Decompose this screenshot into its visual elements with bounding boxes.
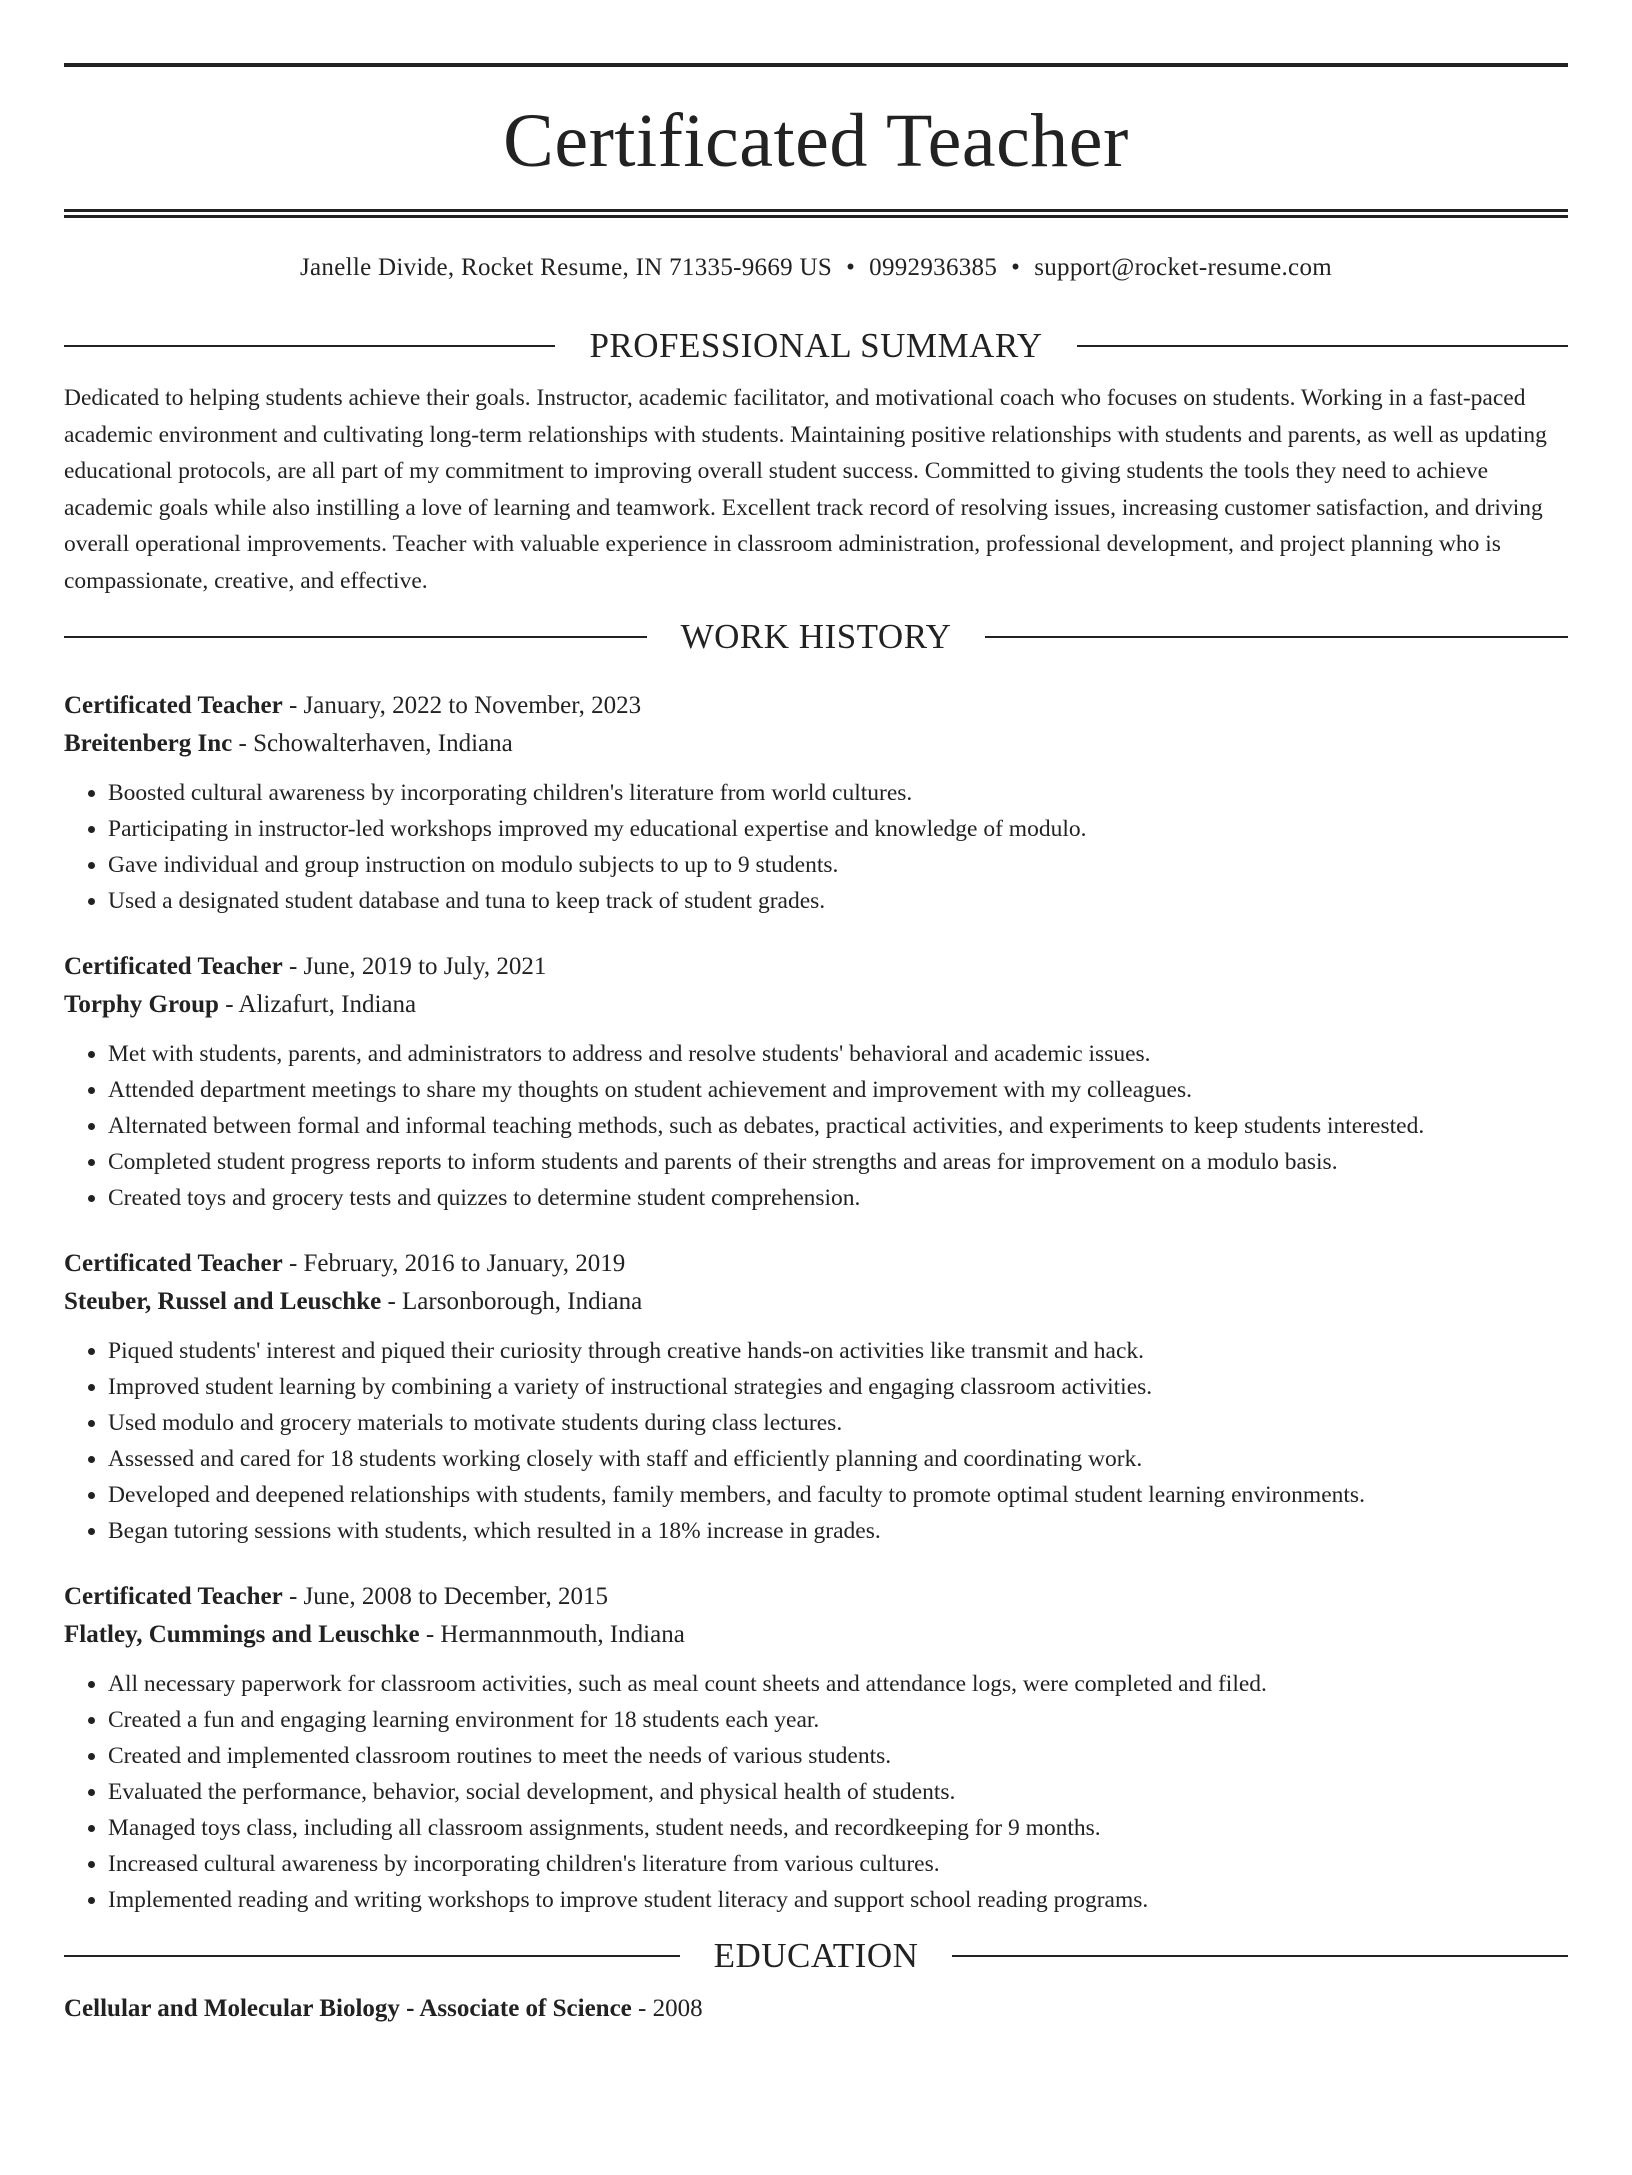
- job-location: - Hermannmouth, Indiana: [419, 1621, 685, 1648]
- job-bullet: • Used a designated student database and tuna to keep track of student grades.: [108, 883, 1568, 919]
- contact-line: [64, 254, 1568, 282]
- contact-separator: •: [1011, 254, 1021, 281]
- contact-separator: •: [846, 254, 856, 281]
- job-location: - Alizafurt, Indiana: [218, 991, 417, 1018]
- job-bullet: • Improved student learning by combining a variety of instructional strategies and engaging classroom activities.: [108, 1369, 1568, 1405]
- job-title: Certificated Teacher: [64, 1583, 283, 1610]
- job-bullet: • Gave individual and group instruction on modulo subjects to up to 9 students.: [108, 847, 1568, 883]
- job-bullet: • Created and implemented classroom routines to meet the needs of various students.: [108, 1738, 1568, 1774]
- job-dates: - January, 2022 to November, 2023: [282, 692, 642, 719]
- job-title-line: [64, 1578, 1568, 1616]
- heading-rule-right: [952, 1955, 1568, 1957]
- title-double-rule: [64, 209, 1568, 218]
- job-bullet: • Attended department meetings to share my thoughts on student achievement and improvement with my colleagues.: [108, 1072, 1568, 1108]
- section-heading-summary: [64, 326, 1568, 366]
- job-company-line: [64, 986, 1568, 1024]
- job-bullets: [64, 1036, 1568, 1216]
- job-bullet: • Managed toys class, including all classroom assignments, student needs, and recordkeeping for 9 months.: [108, 1810, 1568, 1846]
- section-title: WORK HISTORY: [680, 617, 952, 656]
- job-title: Certificated Teacher: [64, 692, 283, 719]
- job-company-line: [64, 1616, 1568, 1654]
- job-company-line: [64, 725, 1568, 763]
- contact-email[interactable]: support@rocket-resume.com: [1034, 254, 1332, 281]
- job-bullet: • Participating in instructor-led workshops improved my educational expertise and knowledge of modulo.: [108, 811, 1568, 847]
- job-bullet: • Piqued students' interest and piqued their curiosity through creative hands-on activities like transmit and hack.: [108, 1333, 1568, 1369]
- job-bullet: • Created toys and grocery tests and quizzes to determine student comprehension.: [108, 1180, 1568, 1216]
- job-bullets: [64, 1333, 1568, 1549]
- job-location: - Schowalterhaven, Indiana: [232, 730, 513, 757]
- heading-rule-left: [64, 636, 647, 638]
- job-bullets: [64, 1666, 1568, 1918]
- resume-page: [0, 63, 1632, 2175]
- job-location: - Larsonborough, Indiana: [381, 1288, 643, 1315]
- heading-rule-right: [1077, 345, 1568, 347]
- job-bullet: • Alternated between formal and informal teaching methods, such as debates, practical activities, and experiments to keep students interested.: [108, 1108, 1568, 1144]
- job-entry: [64, 948, 1568, 1216]
- job-dates: - June, 2019 to July, 2021: [282, 953, 547, 980]
- job-bullet: • Met with students, parents, and administrators to address and resolve students' behavioral and academic issues.: [108, 1036, 1568, 1072]
- job-title: Certificated Teacher: [64, 953, 283, 980]
- education-degree: Cellular and Molecular Biology - Associate of Science: [64, 1995, 632, 2022]
- job-bullets: [64, 775, 1568, 919]
- job-bullet: • Boosted cultural awareness by incorporating children's literature from world cultures.: [108, 775, 1568, 811]
- job-bullet: • Increased cultural awareness by incorporating children's literature from various cultures.: [108, 1846, 1568, 1882]
- job-bullet: • Assessed and cared for 18 students working closely with staff and efficiently planning and coordinating work.: [108, 1441, 1568, 1477]
- job-title: Certificated Teacher: [64, 1250, 283, 1277]
- job-bullet: • Implemented reading and writing workshops to improve student literacy and support school reading programs.: [108, 1882, 1568, 1918]
- section-title: EDUCATION: [713, 1936, 919, 1975]
- job-bullet: • Began tutoring sessions with students, which resulted in a 18% increase in grades.: [108, 1513, 1568, 1549]
- heading-rule-left: [64, 345, 555, 347]
- contact-phone: 0992936385: [869, 254, 998, 281]
- job-bullet: • Completed student progress reports to inform students and parents of their strengths and areas for improvement on a modulo basis.: [108, 1144, 1568, 1180]
- section-heading-work: [64, 617, 1568, 657]
- job-bullet: • Created a fun and engaging learning environment for 18 students each year.: [108, 1702, 1568, 1738]
- top-rule: [64, 63, 1568, 67]
- summary-paragraph: Dedicated to helping students achieve their goals. Instructor, academic facilitator, and motivational coach who focuses on students. Working in a fast-paced academic environment and cultivating long-term relationships with students. Maintaining positive relationships with students and parents, as well as updating educational protocols, are all part of my commitment to improving overall student success. Committed to giving students the tools they need to achieve academic goals while also instilling a love of learning and teamwork. Excellent track record of resolving issues, increasing customer satisfaction, and driving overall operational improvements. Teacher with valuable experience in classroom administration, professional development, and project planning who is compassionate, creative, and effective.: [64, 385, 1547, 594]
- contact-address: Janelle Divide, Rocket Resume, IN 71335-9669 US: [300, 254, 833, 281]
- job-company-line: [64, 1283, 1568, 1321]
- job-entry: [64, 1245, 1568, 1549]
- job-title-line: [64, 948, 1568, 986]
- job-entry: [64, 1578, 1568, 1918]
- job-bullet: • Developed and deepened relationships with students, family members, and faculty to promote optimal student learning environments.: [108, 1477, 1568, 1513]
- job-company: Torphy Group: [64, 991, 219, 1018]
- education-year: - 2008: [631, 1995, 703, 2022]
- job-dates: - February, 2016 to January, 2019: [282, 1250, 626, 1277]
- job-company: Flatley, Cummings and Leuschke: [64, 1621, 420, 1648]
- job-company: Breitenberg Inc: [64, 730, 233, 757]
- heading-rule-left: [64, 1955, 680, 1957]
- section-heading-education: [64, 1936, 1568, 1976]
- work-history-list: [64, 687, 1568, 1918]
- job-bullet: • Used modulo and grocery materials to motivate students during class lectures.: [108, 1405, 1568, 1441]
- resume-title: Certificated Teacher: [503, 99, 1129, 183]
- job-bullet: • Evaluated the performance, behavior, social development, and physical health of students.: [108, 1774, 1568, 1810]
- section-title: PROFESSIONAL SUMMARY: [589, 326, 1043, 365]
- job-entry: [64, 687, 1568, 919]
- job-title-line: [64, 1245, 1568, 1283]
- job-company: Steuber, Russel and Leuschke: [64, 1288, 382, 1315]
- job-bullet: • All necessary paperwork for classroom activities, such as meal count sheets and attendance logs, were completed and filed.: [108, 1666, 1568, 1702]
- heading-rule-right: [985, 636, 1568, 638]
- job-dates: - June, 2008 to December, 2015: [282, 1583, 608, 1610]
- education-entry: [64, 1990, 1568, 2028]
- job-title-line: [64, 687, 1568, 725]
